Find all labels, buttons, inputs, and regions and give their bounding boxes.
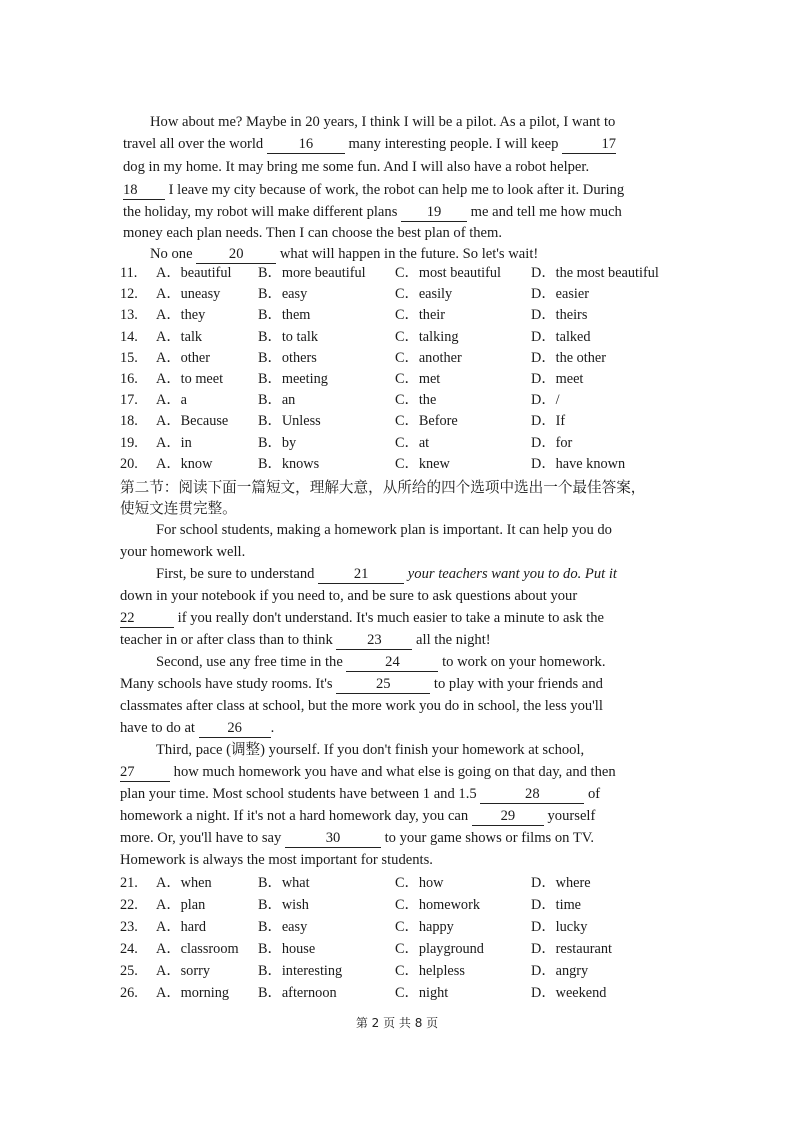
option-c[interactable]: C．met [395, 370, 441, 387]
option-b[interactable]: B．by [258, 434, 297, 451]
option-b[interactable]: B．others [258, 349, 317, 366]
passage2-line-9: classmates after class at school, but the more work you do in school, the less you'll [120, 698, 603, 714]
option-c[interactable]: C．homework [395, 897, 480, 913]
option-row-16: 16. A．to meet B．meeting C．met D．meet [120, 369, 681, 390]
option-b[interactable]: B．house [258, 941, 316, 957]
blank-28[interactable]: 28 [480, 786, 584, 804]
option-c[interactable]: C．talking [395, 328, 459, 345]
option-a[interactable]: A．plan [156, 897, 206, 913]
option-d[interactable]: D．the other [531, 349, 607, 366]
passage2-line-15: more. Or, you'll have to say 30 to your game shows or films on TV. [120, 830, 595, 846]
option-c[interactable]: C．night [395, 985, 449, 1001]
option-d[interactable]: D．If [531, 413, 566, 430]
option-row-19: 19. A．in B．by C．at D．for [120, 433, 681, 454]
option-b[interactable]: B．an [258, 392, 296, 409]
option-a[interactable]: A．in [156, 434, 192, 451]
option-row-18: 18. A．Because B．Unless C．Before D．If [120, 411, 681, 432]
passage2-line-2: your homework well. [120, 544, 246, 560]
option-row-17: 17. A．a B．an C．the D．/ [120, 390, 681, 411]
option-b[interactable]: B．to talk [258, 328, 318, 345]
option-b[interactable]: B．Unless [258, 413, 321, 430]
option-c[interactable]: C．playground [395, 941, 484, 957]
option-row-26: 26. A．morning B．afternoon C．night D．weekend [120, 982, 681, 1004]
option-d[interactable]: D．theirs [531, 307, 588, 324]
section2-instruction-line1: 第二节：阅读下面一篇短文，理解大意，从所给的四个选项中选出一个最佳答案， [120, 479, 646, 496]
option-c[interactable]: C．most beautiful [395, 265, 502, 281]
passage2-line-7: Second, use any free time in the 24 to work on your homework. [156, 654, 606, 670]
option-b[interactable]: B．them [258, 307, 311, 324]
section2-instruction-line2: 使短文连贯完整。 [120, 500, 237, 517]
option-row-11: 11. A．beautiful B．more beautiful C．most beautiful D．the most beautiful [120, 263, 681, 284]
passage2-line-4: down in your notebook if you need to, and be sure to ask questions about your [120, 588, 578, 604]
option-a[interactable]: A．a [156, 392, 187, 409]
option-a[interactable]: A．Because [156, 413, 229, 430]
option-a[interactable]: A．sorry [156, 963, 211, 979]
option-d[interactable]: D．the most beautiful [531, 265, 659, 281]
option-row-13: 13. A．they B．them C．their D．theirs [120, 305, 681, 326]
option-c[interactable]: C．at [395, 434, 430, 451]
option-row-25: 25. A．sorry B．interesting C．helpless D．angry [120, 960, 681, 982]
option-d[interactable]: D．for [531, 434, 573, 451]
passage2-line-13: plan your time. Most school students have between 1 and 1.5 28 of [120, 786, 601, 802]
option-row-23: 23. A．hard B．easy C．happy D．lucky [120, 916, 681, 938]
blank-23[interactable]: 23 [336, 632, 412, 650]
option-c[interactable]: C．their [395, 307, 446, 324]
option-a[interactable]: A．when [156, 875, 212, 891]
passage2-line-3: First, be sure to understand 21 your teachers want you to do. Put it [156, 566, 617, 582]
blank-29[interactable]: 29 [472, 808, 544, 826]
option-d[interactable]: D．easier [531, 286, 589, 303]
option-b[interactable]: B．afternoon [258, 985, 337, 1001]
option-row-22: 22. A．plan B．wish C．homework D．time [120, 894, 681, 916]
option-d[interactable]: D．weekend [531, 985, 607, 1001]
option-b[interactable]: B．meeting [258, 370, 328, 387]
option-a[interactable]: A．hard [156, 919, 207, 935]
option-row-12: 12. A．uneasy B．easy C．easily D．easier [120, 284, 681, 305]
option-a[interactable]: A．know [156, 455, 213, 472]
option-d[interactable]: D．restaurant [531, 941, 612, 957]
option-row-15: 15. A．other B．others C．another D．the other [120, 348, 681, 369]
passage2-line-5: 22 if you really don't understand. It's much easier to take a minute to ask the [120, 610, 604, 626]
option-b[interactable]: B．easy [258, 919, 308, 935]
blank-16[interactable]: 16 [267, 136, 345, 154]
option-c[interactable]: C．easily [395, 286, 453, 303]
passage2-line-16: Homework is always the most important for students. [120, 852, 433, 868]
passage2-line-1: For school students, making a homework plan is important. It can help you do [156, 522, 612, 538]
page-footer: 第 2 页 共 8 页 [355, 1016, 439, 1030]
option-d[interactable]: D．where [531, 875, 591, 891]
option-d[interactable]: D．meet [531, 370, 584, 387]
blank-24[interactable]: 24 [346, 654, 438, 672]
passage1-line-4: 18 I leave my city because of work, the robot can help me to look after it. During [123, 182, 625, 198]
option-a[interactable]: A．classroom [156, 941, 239, 957]
option-a[interactable]: A．to meet [156, 370, 224, 387]
passage2-line-14: homework a night. If it's not a hard homework day, you can 29 yourself [120, 808, 596, 824]
option-d[interactable]: D．have known [531, 455, 626, 472]
option-a[interactable]: A．beautiful [156, 265, 232, 281]
passage1-line-1: How about me? Maybe in 20 years, I think I will be a pilot. As a pilot, I want to [150, 114, 616, 130]
passage1-line-7: No one 20 what will happen in the future. So let's wait! [150, 246, 539, 262]
option-c[interactable]: C．how [395, 875, 444, 891]
option-c[interactable]: C．helpless [395, 963, 465, 979]
option-a[interactable]: A．morning [156, 985, 230, 1001]
option-b[interactable]: B．easy [258, 286, 308, 303]
option-c[interactable]: C．the [395, 392, 437, 409]
passage2-line-12: 27 how much homework you have and what else is going on that day, and then [120, 764, 616, 780]
option-a[interactable]: A．other [156, 349, 210, 366]
options-21-26 [120, 872, 681, 1004]
blank-20[interactable]: 20 [196, 246, 276, 264]
option-d[interactable]: D．/ [531, 392, 560, 409]
blank-27[interactable]: 27 [120, 764, 170, 782]
passage1-line-5: the holiday, my robot will make different plans 19 me and tell me how much [123, 204, 622, 220]
passage2-line-8: Many schools have study rooms. It's 25 to play with your friends and [120, 676, 603, 692]
option-c[interactable]: C．Before [395, 413, 458, 430]
passage2-line-10: have to do at 26 . [120, 720, 275, 736]
option-row-24: 24. A．classroom B．house C．playground D．restaurant [120, 938, 681, 960]
options-11-20 [120, 263, 681, 475]
blank-19[interactable]: 19 [401, 204, 467, 222]
option-row-14: 14. A．talk B．to talk C．talking D．talked [120, 327, 681, 348]
option-d[interactable]: D．lucky [531, 919, 588, 935]
option-c[interactable]: C．knew [395, 455, 450, 472]
option-a[interactable]: A．talk [156, 328, 203, 345]
option-row-20: 20. A．know B．knows C．knew D．have known [120, 454, 681, 475]
option-d[interactable]: D．time [531, 897, 582, 913]
option-c[interactable]: C．another [395, 349, 462, 366]
option-a[interactable]: A．they [156, 307, 206, 324]
passage2-line-11: Third, pace (调整) yourself. If you don't finish your homework at school, [156, 742, 585, 758]
option-row-21: 21. A．when B．what C．how D．where [120, 872, 681, 894]
blank-30[interactable]: 30 [285, 830, 381, 848]
option-b[interactable]: B．wish [258, 897, 309, 913]
option-b[interactable]: B．interesting [258, 963, 343, 979]
blank-26[interactable]: 26 [199, 720, 271, 738]
blank-21[interactable]: 21 [318, 566, 404, 584]
option-b[interactable]: B．what [258, 875, 310, 891]
option-c[interactable]: C．happy [395, 919, 454, 935]
option-d[interactable]: D．talked [531, 328, 591, 345]
option-b[interactable]: B．more beautiful [258, 265, 366, 281]
blank-18[interactable]: 18 [123, 182, 165, 200]
blank-22[interactable]: 22 [120, 610, 174, 628]
passage1-line-6: money each plan needs. Then I can choose the best plan of them. [123, 225, 503, 241]
passage1-line-2: travel all over the world 16 many interesting people. I will keep 17 [123, 136, 617, 152]
option-b[interactable]: B．knows [258, 455, 320, 472]
option-d[interactable]: D．angry [531, 963, 589, 979]
blank-25[interactable]: 25 [336, 676, 430, 694]
passage1-line-3: dog in my home. It may bring me some fun. And I will also have a robot helper. [123, 159, 590, 175]
option-a[interactable]: A．uneasy [156, 286, 221, 303]
blank-17[interactable]: 17 [562, 136, 616, 154]
passage2-line-6: teacher in or after class than to think 23 all the night! [120, 632, 491, 648]
